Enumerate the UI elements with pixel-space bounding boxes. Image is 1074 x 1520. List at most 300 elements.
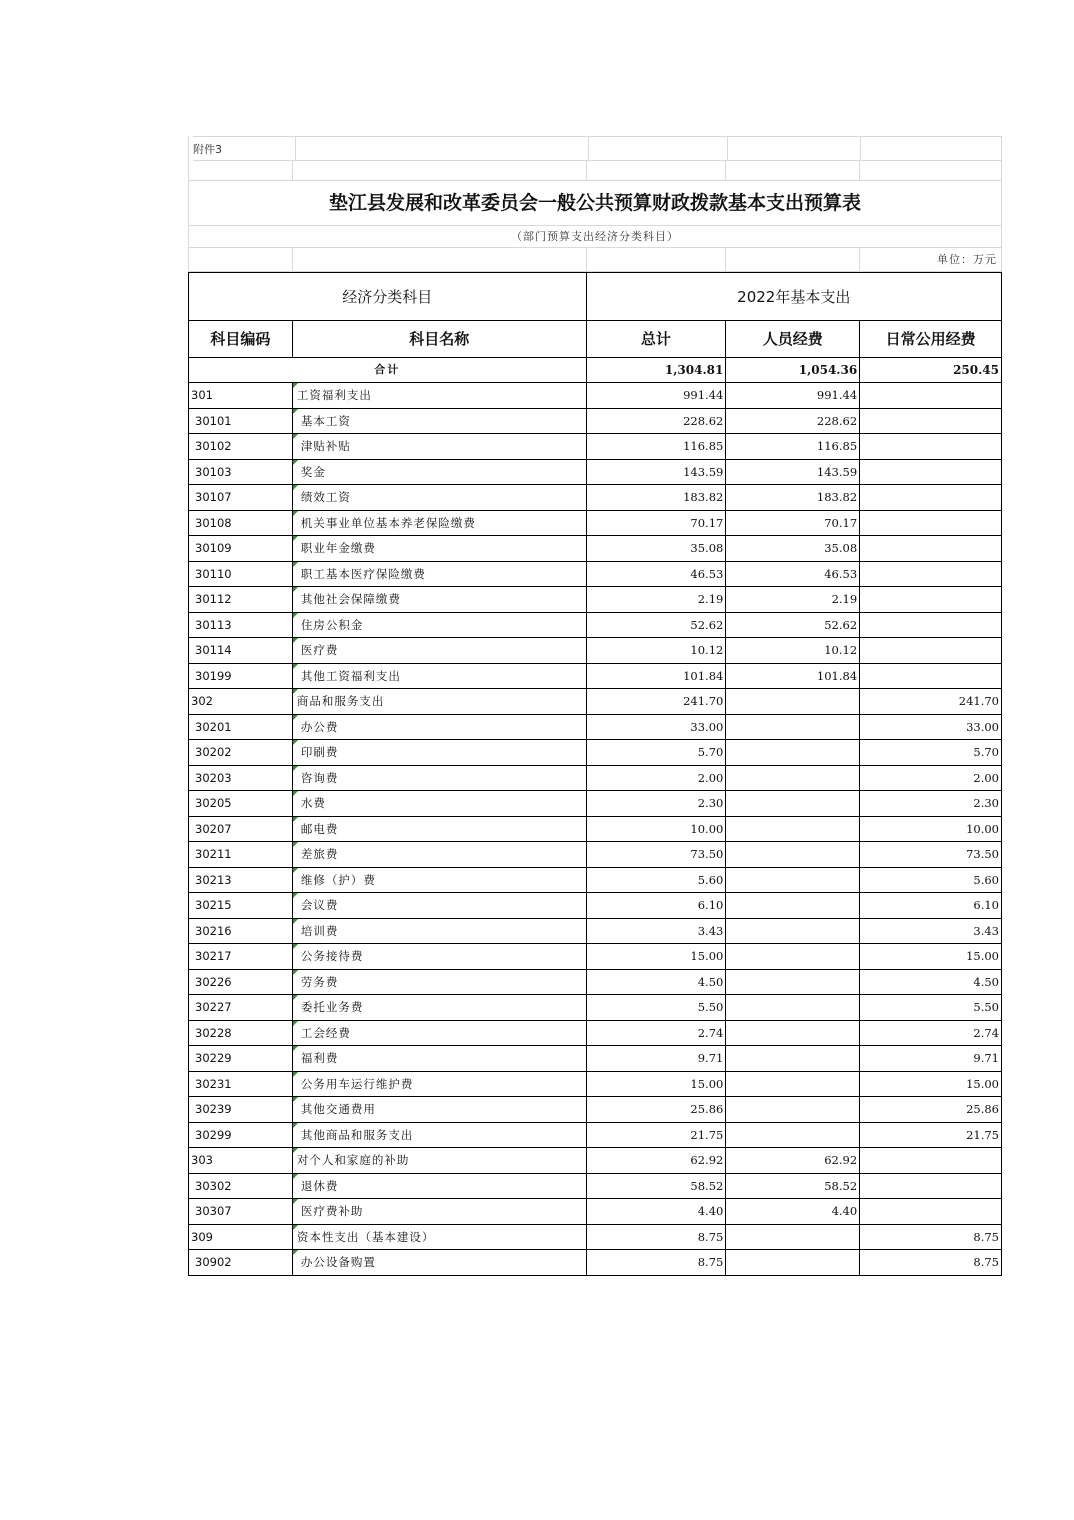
row-name-text: 劳务费 (300, 974, 339, 989)
row-public: 10.00 (860, 817, 1002, 843)
cell-comment-marker-icon (293, 766, 298, 771)
row-name-text: 维修（护）费 (300, 872, 376, 887)
table-row (188, 1250, 1002, 1276)
empty-cell (587, 248, 727, 272)
row-personnel: 116.85 (726, 434, 860, 460)
total-total: 1,304.81 (587, 358, 727, 383)
row-total: 2.19 (587, 587, 727, 613)
row-name (293, 1021, 587, 1047)
row-code: 30211 (189, 842, 293, 868)
row-personnel: 62.92 (726, 1148, 860, 1174)
table-row (188, 689, 1002, 715)
cell-comment-marker-icon (293, 944, 298, 949)
table-row (188, 791, 1002, 817)
row-total: 46.53 (587, 562, 727, 588)
cell-comment-marker-icon (293, 485, 298, 490)
row-name (293, 409, 587, 435)
row-total: 991.44 (587, 383, 727, 409)
row-name-text: 机关事业单位基本养老保险缴费 (300, 515, 476, 530)
row-name-text: 职工基本医疗保险缴费 (300, 566, 426, 581)
empty-cell (587, 161, 727, 181)
cell-comment-marker-icon (293, 791, 298, 796)
row-name (293, 944, 587, 970)
row-total: 143.59 (587, 460, 727, 486)
row-total: 4.50 (587, 970, 727, 996)
table-row (188, 1148, 1002, 1174)
empty-cell (293, 248, 587, 272)
cell-comment-marker-icon (293, 460, 298, 465)
row-name-text: 咨询费 (300, 770, 339, 785)
table-row (188, 511, 1002, 537)
row-public (860, 638, 1002, 664)
cell-comment-marker-icon (293, 1225, 298, 1230)
empty-cell (189, 161, 293, 181)
row-name (293, 460, 587, 486)
row-code: 30207 (189, 817, 293, 843)
row-personnel: 52.62 (726, 613, 860, 639)
cell-comment-marker-icon (293, 511, 298, 516)
row-name-text: 其他社会保障缴费 (300, 592, 401, 606)
row-public (860, 613, 1002, 639)
row-name (293, 511, 587, 537)
row-name (293, 791, 587, 817)
row-code: 302 (189, 689, 293, 715)
table-row (188, 1225, 1002, 1251)
row-total: 5.60 (587, 868, 727, 894)
table-row (188, 868, 1002, 894)
row-name-text: 绩效工资 (300, 490, 351, 504)
row-public (860, 1148, 1002, 1174)
row-name (293, 740, 587, 766)
row-name (293, 715, 587, 741)
row-name (293, 1250, 587, 1276)
row-personnel (726, 1046, 860, 1072)
header-total: 总计 (587, 321, 727, 358)
cell-comment-marker-icon (293, 434, 298, 439)
row-personnel (726, 1021, 860, 1047)
row-code: 30114 (189, 638, 293, 664)
row-name-text: 资本性支出（基本建设） (296, 1229, 435, 1244)
row-personnel: 228.62 (726, 409, 860, 435)
row-name-text: 水费 (300, 796, 326, 810)
row-personnel: 183.82 (726, 485, 860, 511)
row-code: 301 (189, 383, 293, 409)
row-name-text: 工会经费 (300, 1025, 351, 1040)
unit-row (188, 248, 1002, 272)
empty-cell (726, 161, 860, 181)
cell-comment-marker-icon (293, 919, 298, 924)
row-total: 8.75 (587, 1225, 727, 1251)
empty-cell (726, 248, 860, 272)
row-public (860, 409, 1002, 435)
cell-comment-marker-icon (293, 970, 298, 975)
row-total: 241.70 (587, 689, 727, 715)
row-public: 241.70 (860, 689, 1002, 715)
row-code: 30109 (189, 536, 293, 562)
row-personnel (726, 1225, 860, 1251)
row-name (293, 1097, 587, 1123)
row-personnel (726, 817, 860, 843)
cell-comment-marker-icon (293, 613, 298, 618)
row-total: 25.86 (587, 1097, 727, 1123)
empty-cell (728, 136, 861, 161)
row-public: 9.71 (860, 1046, 1002, 1072)
row-total: 3.43 (587, 919, 727, 945)
row-total: 116.85 (587, 434, 727, 460)
annex-label: 附件3 (193, 136, 296, 161)
table-row (188, 944, 1002, 970)
total-row (188, 358, 1002, 383)
row-name (293, 638, 587, 664)
cell-comment-marker-icon (293, 740, 298, 745)
row-public: 3.43 (860, 919, 1002, 945)
row-name-text: 退休费 (300, 1178, 339, 1193)
cell-comment-marker-icon (293, 995, 298, 1000)
row-code: 30203 (189, 766, 293, 792)
total-public: 250.45 (860, 358, 1002, 383)
table-row (188, 536, 1002, 562)
row-total: 73.50 (587, 842, 727, 868)
cell-comment-marker-icon (293, 1097, 298, 1102)
row-name (293, 1072, 587, 1098)
row-public: 8.75 (860, 1250, 1002, 1276)
row-total: 228.62 (587, 409, 727, 435)
total-personnel: 1,054.36 (726, 358, 860, 383)
row-personnel: 101.84 (726, 664, 860, 690)
row-personnel (726, 1097, 860, 1123)
row-personnel (726, 715, 860, 741)
row-name-text: 奖金 (300, 464, 326, 479)
table-row (188, 766, 1002, 792)
row-personnel: 35.08 (726, 536, 860, 562)
cell-comment-marker-icon (293, 409, 298, 414)
row-public: 2.30 (860, 791, 1002, 817)
cell-comment-marker-icon (293, 868, 298, 873)
row-code: 30226 (189, 970, 293, 996)
row-personnel: 10.12 (726, 638, 860, 664)
table-subtitle: （部门预算支出经济分类科目） (188, 226, 1002, 248)
row-name (293, 1148, 587, 1174)
table-row (188, 587, 1002, 613)
total-label: 合计 (189, 358, 587, 383)
row-name (293, 1046, 587, 1072)
row-total: 52.62 (587, 613, 727, 639)
row-name-text: 印刷费 (300, 745, 339, 759)
row-public (860, 511, 1002, 537)
budget-sheet (188, 136, 1002, 1276)
row-total: 15.00 (587, 944, 727, 970)
row-code: 30231 (189, 1072, 293, 1098)
row-public: 6.10 (860, 893, 1002, 919)
row-name (293, 613, 587, 639)
row-code: 30216 (189, 919, 293, 945)
row-total: 8.75 (587, 1250, 727, 1276)
row-total: 2.30 (587, 791, 727, 817)
row-name-text: 其他工资福利支出 (300, 668, 401, 683)
row-code: 30227 (189, 995, 293, 1021)
row-name-text: 差旅费 (300, 847, 339, 861)
row-name-text: 工资福利支出 (296, 388, 372, 402)
row-total: 5.50 (587, 995, 727, 1021)
row-personnel (726, 1123, 860, 1149)
row-code: 30299 (189, 1123, 293, 1149)
row-personnel (726, 766, 860, 792)
table-row (188, 893, 1002, 919)
table-row (188, 1123, 1002, 1149)
row-name-text: 职业年金缴费 (300, 541, 376, 555)
table-row (188, 434, 1002, 460)
row-name (293, 995, 587, 1021)
row-name-text: 其他交通费用 (300, 1102, 376, 1116)
row-public (860, 536, 1002, 562)
table-row (188, 1199, 1002, 1225)
row-code: 30213 (189, 868, 293, 894)
table-row (188, 638, 1002, 664)
row-name (293, 536, 587, 562)
row-name-text: 福利费 (300, 1051, 339, 1065)
row-name-text: 津贴补贴 (300, 439, 351, 453)
table-row (188, 409, 1002, 435)
row-total: 10.12 (587, 638, 727, 664)
row-personnel (726, 791, 860, 817)
row-personnel: 58.52 (726, 1174, 860, 1200)
cell-comment-marker-icon (293, 1250, 298, 1255)
row-personnel: 991.44 (726, 383, 860, 409)
row-personnel: 143.59 (726, 460, 860, 486)
table-row (188, 1097, 1002, 1123)
row-personnel (726, 919, 860, 945)
row-name-text: 医疗费补助 (300, 1204, 364, 1218)
header-personnel: 人员经费 (726, 321, 860, 358)
row-code: 30102 (189, 434, 293, 460)
row-personnel (726, 893, 860, 919)
row-public: 5.70 (860, 740, 1002, 766)
cell-comment-marker-icon (293, 664, 298, 669)
table-row (188, 383, 1002, 409)
row-total: 70.17 (587, 511, 727, 537)
row-name (293, 587, 587, 613)
row-name-text: 住房公积金 (300, 617, 364, 632)
table-row (188, 664, 1002, 690)
empty-cell (589, 136, 728, 161)
row-code: 30307 (189, 1199, 293, 1225)
table-row (188, 1174, 1002, 1200)
table-row (188, 995, 1002, 1021)
row-public (860, 434, 1002, 460)
cell-comment-marker-icon (293, 842, 298, 847)
cell-comment-marker-icon (293, 536, 298, 541)
row-total: 5.70 (587, 740, 727, 766)
header-group-row (188, 272, 1002, 321)
row-name (293, 766, 587, 792)
cell-comment-marker-icon (293, 562, 298, 567)
row-personnel (726, 1250, 860, 1276)
row-personnel (726, 868, 860, 894)
empty-cell (189, 248, 293, 272)
row-code: 30228 (189, 1021, 293, 1047)
row-personnel: 70.17 (726, 511, 860, 537)
empty-cell (860, 161, 1002, 181)
table-row (188, 485, 1002, 511)
table-row (188, 817, 1002, 843)
row-name-text: 培训费 (300, 923, 339, 938)
row-name-text: 基本工资 (300, 413, 351, 428)
row-name-text: 会议费 (300, 898, 339, 912)
header-code: 科目编码 (189, 321, 293, 358)
cell-comment-marker-icon (293, 1199, 298, 1204)
row-code: 30107 (189, 485, 293, 511)
empty-cell (861, 136, 1002, 161)
empty-cell (293, 161, 587, 181)
row-code: 30229 (189, 1046, 293, 1072)
table-row (188, 740, 1002, 766)
cell-comment-marker-icon (293, 1046, 298, 1051)
row-code: 30110 (189, 562, 293, 588)
row-code: 30215 (189, 893, 293, 919)
cell-comment-marker-icon (293, 817, 298, 822)
row-code: 30302 (189, 1174, 293, 1200)
row-total: 62.92 (587, 1148, 727, 1174)
row-public (860, 460, 1002, 486)
row-public (860, 485, 1002, 511)
row-total: 6.10 (587, 893, 727, 919)
row-personnel: 4.40 (726, 1199, 860, 1225)
row-total: 10.00 (587, 817, 727, 843)
table-row (188, 1021, 1002, 1047)
row-name-text: 医疗费 (300, 643, 339, 657)
header-name: 科目名称 (293, 321, 587, 358)
row-personnel (726, 995, 860, 1021)
row-public: 2.00 (860, 766, 1002, 792)
cell-comment-marker-icon (293, 1072, 298, 1077)
row-total: 2.00 (587, 766, 727, 792)
row-public (860, 562, 1002, 588)
row-total: 183.82 (587, 485, 727, 511)
table-row (188, 842, 1002, 868)
cell-comment-marker-icon (293, 587, 298, 592)
cell-comment-marker-icon (293, 383, 298, 388)
row-public: 33.00 (860, 715, 1002, 741)
row-code: 30902 (189, 1250, 293, 1276)
row-public (860, 383, 1002, 409)
row-code: 30103 (189, 460, 293, 486)
row-personnel (726, 970, 860, 996)
row-name-text: 其他商品和服务支出 (300, 1127, 414, 1142)
row-name (293, 689, 587, 715)
row-public: 5.50 (860, 995, 1002, 1021)
row-code: 303 (189, 1148, 293, 1174)
header-column-row (188, 321, 1002, 358)
row-public: 4.50 (860, 970, 1002, 996)
row-personnel (726, 842, 860, 868)
row-name-text: 办公费 (300, 719, 339, 734)
empty-cell (296, 136, 588, 161)
row-public: 5.60 (860, 868, 1002, 894)
row-total: 4.40 (587, 1199, 727, 1225)
row-name (293, 868, 587, 894)
row-total: 15.00 (587, 1072, 727, 1098)
row-name-text: 办公设备购置 (300, 1255, 376, 1269)
row-public (860, 1174, 1002, 1200)
row-total: 35.08 (587, 536, 727, 562)
row-name (293, 434, 587, 460)
unit-label: 单位：万元 (860, 248, 1002, 272)
row-name (293, 664, 587, 690)
row-code: 30239 (189, 1097, 293, 1123)
blank-row (188, 161, 1002, 181)
row-public: 25.86 (860, 1097, 1002, 1123)
row-public: 15.00 (860, 944, 1002, 970)
cell-comment-marker-icon (293, 689, 298, 694)
row-name (293, 919, 587, 945)
row-code: 30205 (189, 791, 293, 817)
cell-comment-marker-icon (293, 1021, 298, 1026)
row-public (860, 664, 1002, 690)
row-name (293, 1199, 587, 1225)
row-name (293, 970, 587, 996)
row-personnel: 2.19 (726, 587, 860, 613)
table-row (188, 970, 1002, 996)
header-economic-class: 经济分类科目 (189, 273, 587, 321)
row-name-text: 对个人和家庭的补助 (296, 1153, 410, 1167)
table-title: 垫江县发展和改革委员会一般公共预算财政拨款基本支出预算表 (188, 181, 1002, 226)
row-name (293, 485, 587, 511)
row-public: 21.75 (860, 1123, 1002, 1149)
table-row (188, 919, 1002, 945)
row-total: 21.75 (587, 1123, 727, 1149)
cell-comment-marker-icon (293, 1123, 298, 1128)
row-public (860, 1199, 1002, 1225)
row-code: 30108 (189, 511, 293, 537)
row-code: 30101 (189, 409, 293, 435)
row-personnel: 46.53 (726, 562, 860, 588)
row-code: 30113 (189, 613, 293, 639)
row-public: 8.75 (860, 1225, 1002, 1251)
annex-row (188, 136, 1002, 161)
row-name (293, 383, 587, 409)
cell-comment-marker-icon (293, 715, 298, 720)
table-row (188, 562, 1002, 588)
row-name-text: 商品和服务支出 (296, 694, 385, 708)
row-total: 2.74 (587, 1021, 727, 1047)
table-row (188, 1072, 1002, 1098)
header-public: 日常公用经费 (860, 321, 1002, 358)
row-name (293, 893, 587, 919)
row-name (293, 1123, 587, 1149)
cell-comment-marker-icon (293, 638, 298, 643)
row-code: 309 (189, 1225, 293, 1251)
row-public (860, 587, 1002, 613)
row-name-text: 委托业务费 (300, 1000, 364, 1014)
row-public: 2.74 (860, 1021, 1002, 1047)
header-basic-expenditure: 2022年基本支出 (587, 273, 1002, 321)
row-code: 30201 (189, 715, 293, 741)
row-public: 73.50 (860, 842, 1002, 868)
row-name-text: 公务用车运行维护费 (300, 1076, 414, 1091)
row-personnel (726, 1072, 860, 1098)
row-name (293, 1174, 587, 1200)
cell-comment-marker-icon (293, 893, 298, 898)
table-row (188, 460, 1002, 486)
row-name (293, 842, 587, 868)
row-code: 30112 (189, 587, 293, 613)
table-row (188, 613, 1002, 639)
cell-comment-marker-icon (293, 1148, 298, 1153)
row-code: 30202 (189, 740, 293, 766)
row-total: 9.71 (587, 1046, 727, 1072)
row-total: 33.00 (587, 715, 727, 741)
table-row (188, 1046, 1002, 1072)
